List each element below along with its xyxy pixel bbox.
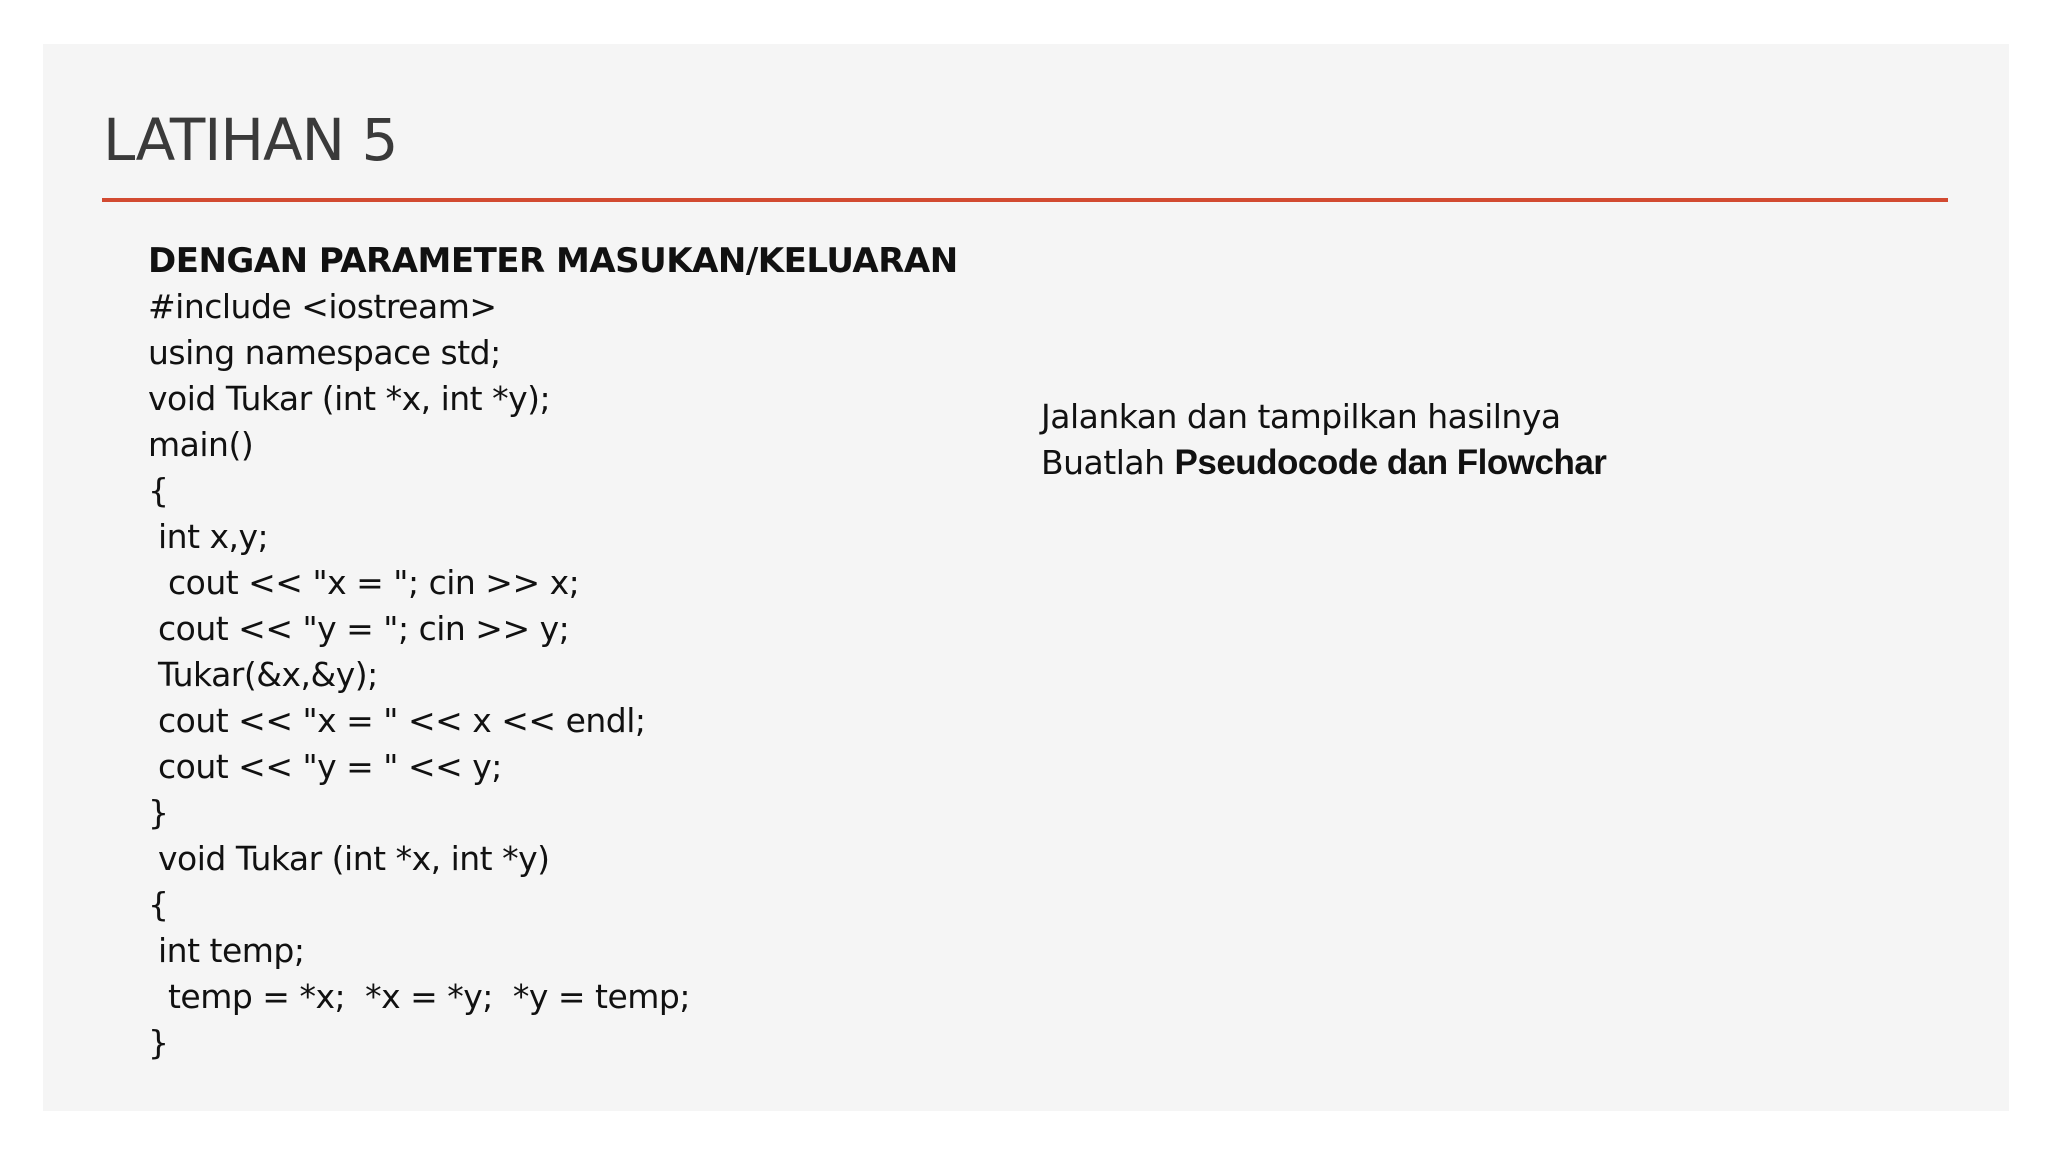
instruction-create-bold: Pseudocode dan Flowchar	[1174, 443, 1607, 482]
instructions-panel	[1041, 394, 1941, 486]
code-line: main()	[148, 425, 254, 464]
code-heading: DENGAN PARAMETER MASUKAN/KELUARAN	[148, 241, 958, 281]
code-line: cout << "y = "; cin >> y;	[148, 609, 570, 648]
code-line: using namespace std;	[148, 333, 501, 372]
code-line: }	[148, 793, 169, 832]
code-line: int temp;	[148, 931, 305, 970]
code-block	[148, 284, 1028, 1066]
code-line: {	[148, 471, 169, 510]
code-line: cout << "x = " << x << endl;	[148, 701, 646, 740]
instruction-run: Jalankan dan tampilkan hasilnya	[1041, 397, 1561, 436]
code-line: void Tukar (int *x, int *y)	[148, 839, 550, 878]
code-line: void Tukar (int *x, int *y);	[148, 379, 551, 418]
code-line: temp = *x; *x = *y; *y = temp;	[148, 977, 690, 1016]
instruction-create	[1041, 440, 1941, 486]
code-line: }	[148, 1023, 169, 1062]
code-line: cout << "x = "; cin >> x;	[148, 563, 580, 602]
code-line: int x,y;	[148, 517, 269, 556]
slide-title: LATIHAN 5	[103, 106, 398, 174]
code-line: #include <iostream>	[148, 287, 497, 326]
code-line: cout << "y = " << y;	[148, 747, 502, 786]
code-line: {	[148, 885, 169, 924]
slide	[43, 44, 2009, 1111]
instruction-create-prefix: Buatlah	[1041, 443, 1175, 482]
code-panel	[148, 238, 1028, 1066]
title-divider	[102, 198, 1948, 202]
code-line: Tukar(&x,&y);	[148, 655, 378, 694]
